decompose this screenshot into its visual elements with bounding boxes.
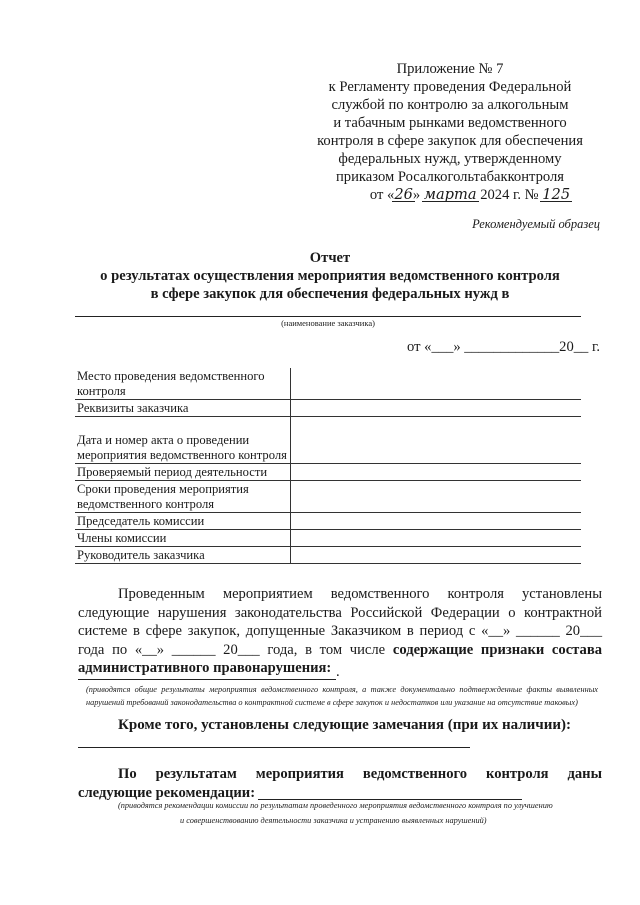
table-row	[75, 417, 581, 464]
appendix-line: приказом Росалкогольтабакконтроля	[336, 169, 564, 185]
violations-text: Проведенным мероприятием ведомственного контроля установлены следующие нарушения законодательства Российской Федерации о контрактной системе в сфере закупок, допущенные Заказчиком в период с «__» ______ 20___ года по «__» ______ 20___ года, в том числе	[78, 586, 602, 658]
appendix-line: контроля в сфере закупок для обеспечения	[317, 133, 583, 149]
violations-fill-line	[78, 679, 336, 680]
recommendations-text: По результатам мероприятия ведомственного контроля даны следующие рекомендации:	[78, 766, 602, 801]
table-row-label: Дата и номер акта о проведении мероприятия ведомственного контроля	[75, 417, 291, 464]
recommendations-note-1: (приводятся рекомендации комиссии по результатам проведенного мероприятия ведомственного контроля по улучшению	[118, 801, 553, 810]
table-row	[75, 368, 581, 400]
table-row-label: Председатель комиссии	[75, 513, 291, 530]
info-table	[75, 368, 581, 564]
table-row-value	[291, 513, 582, 530]
order-month-handwritten: марта	[423, 186, 477, 203]
table-row-value	[291, 368, 582, 400]
table-row-value	[291, 400, 582, 417]
remarks-text: Кроме того, установлены следующие замечания (при их наличии):	[118, 717, 572, 733]
table-row-label: Место проведения ведомственного контроля	[75, 368, 291, 400]
remarks-fill-line	[78, 747, 470, 748]
recommendations-note-2: и совершенствованию деятельности заказчика и устранению выявленных нарушений)	[180, 816, 487, 825]
table-row-label: Члены комиссии	[75, 530, 291, 547]
table-row-value	[291, 464, 582, 481]
table-row-value	[291, 547, 582, 564]
table-row-value	[291, 530, 582, 547]
table-row-label: Сроки проведения мероприятия ведомственного контроля	[75, 481, 291, 513]
appendix-line: и табачным рынками ведомственного	[333, 115, 567, 131]
violations-paragraph	[78, 585, 602, 678]
table-row-label: Проверяемый период деятельности	[75, 464, 291, 481]
order-day-handwritten: 26	[394, 186, 413, 203]
order-number-handwritten: 125	[542, 186, 571, 203]
customer-name-line	[75, 316, 581, 317]
appendix-line: службой по контролю за алкогольным	[331, 97, 569, 113]
table-row-value	[291, 417, 582, 464]
violations-bold-tail: содержащие признаки состава административного правонарушения:	[78, 641, 603, 676]
violations-dot: .	[336, 664, 340, 680]
table-row	[75, 400, 581, 417]
table-row	[75, 481, 581, 513]
appendix-header	[300, 60, 600, 204]
table-row	[75, 464, 581, 481]
table-row	[75, 530, 581, 547]
order-prefix: от «	[369, 187, 395, 203]
table-row-value	[291, 481, 582, 513]
appendix-line: Приложение № 7	[396, 61, 504, 77]
table-row	[75, 513, 581, 530]
appendix-line: к Регламенту проведения Федеральной	[328, 79, 572, 95]
report-date-line: от «___» _____________20__ г.	[407, 339, 600, 355]
sample-label: Рекомендуемый образец	[472, 217, 600, 231]
order-date-line	[300, 186, 600, 204]
report-subtitle-2: в сфере закупок для обеспечения федеральных нужд в	[150, 286, 510, 302]
report-title: Отчет	[309, 250, 351, 266]
order-mid: »	[412, 187, 421, 203]
customer-caption: (наименование заказчика)	[281, 318, 375, 328]
violations-note: (приводятся общие результаты мероприятия ведомственного контроля, а также документально подтвержденные факты выявленных нарушений требований законодательства о контрактной системе в сфере закупок и недостатков или указание на отсутствие таковых)	[86, 685, 598, 707]
table-row-label: Реквизиты заказчика	[75, 400, 291, 417]
table-row	[75, 547, 581, 564]
report-subtitle-1: о результатах осуществления мероприятия ведомственного контроля	[100, 268, 560, 284]
appendix-line: федеральных нужд, утвержденному	[338, 151, 562, 167]
order-year: 2024 г. №	[480, 187, 539, 203]
table-row-label: Руководитель заказчика	[75, 547, 291, 564]
